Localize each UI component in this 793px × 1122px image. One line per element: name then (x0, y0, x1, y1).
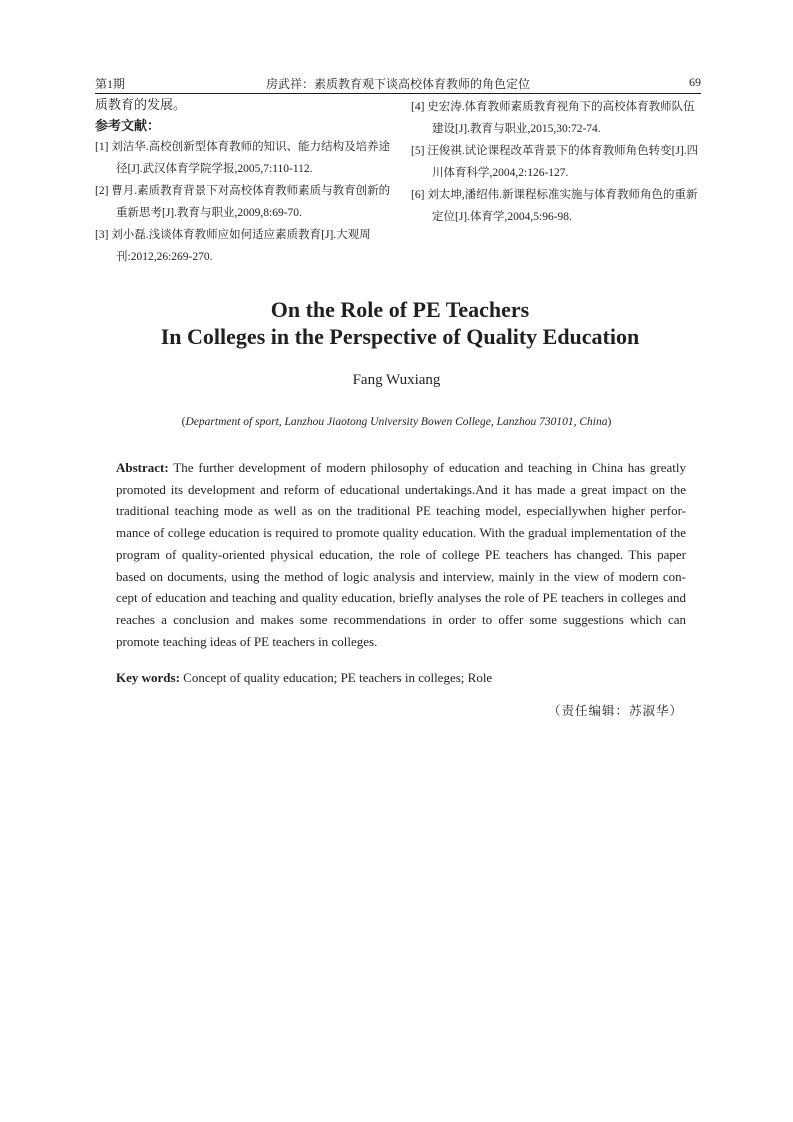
reference-item: [2] 曹月.素质教育背景下对高校体育教师素质与教育创新的重新思考[J].教育与职业,2009,8:69-70. (95, 185, 391, 219)
english-keywords (116, 668, 686, 688)
page-header (95, 73, 701, 94)
affiliation-open-paren: ( (181, 416, 186, 428)
abstract-label: Abstract: (116, 460, 169, 475)
reference-item: [5] 汪俊祺.试论课程改革背景下的体育教师角色转变[J].四川体育科学,2004,2:126-127. (411, 145, 699, 179)
editor-note: （责任编辑：苏淑华） (547, 704, 683, 718)
reference-item: [3] 刘小磊.浅谈体育教师应如何适应素质教育[J].大观周刊:2012,26:269-270. (95, 229, 371, 263)
references-left-column (95, 95, 395, 268)
reference-item: [1] 刘洁华.高校创新型体育教师的知识、能力结构及培养途径[J].武汉体育学院学报,2005,7:110-112. (95, 141, 391, 175)
english-title-line-2: In Colleges in the Perspective of Quality Education (160, 324, 640, 349)
page-number: 69 (689, 75, 701, 89)
keywords-text: Concept of quality education; PE teachers in colleges; Role (183, 670, 493, 685)
references-right-column (411, 96, 706, 228)
english-abstract (116, 457, 686, 652)
reference-item: [6] 刘太坤,潘绍伟.新课程标准实施与体育教师角色的重新定位[J].体育学,2004,5:96-98. (411, 189, 698, 223)
english-title-line-1: On the Role of PE Teachers (270, 297, 530, 322)
keywords-label: Key words: (116, 670, 180, 685)
abstract-text: The further development of modern philosophy of education and teaching in China has greatly promoted its development and reform of educational undertakings.And it has made a great impact on the traditional teaching mode as well as on the traditional PE teaching model, especiallywhen higher perfor- mance of college education is required to promote quality education. With the gradual implementation of the program of quality-oriented physical education, the role of college PE teachers has changed. This paper based on documents, using the method of logic analysis and interview, mainly in the view of modern con- cept of education and teaching and quality education, briefly analyses the role of PE teachers in colleges and reaches a conclusion and makes some recommendations in order to offer some suggestions which can promote teaching ideas of PE teachers in colleges. (116, 460, 686, 649)
reference-item: [4] 史宏涛.体育教师素质教育视角下的高校体育教师队伍建设[J].教育与职业,2015,30:72-74. (411, 101, 695, 135)
lead-text: 质教育的发展。 (95, 97, 187, 112)
affiliation-close-paren: ) (607, 416, 612, 428)
running-title: 房武祥：素质教育观下谈高校体育教师的角色定位 (265, 77, 530, 91)
affiliation-text: Department of sport, Lanzhou Jiaotong University Bowen College, Lanzhou 730101, China (185, 416, 608, 428)
english-affiliation (0, 416, 793, 428)
issue-label: 第1期 (95, 77, 126, 91)
english-author: Fang Wuxiang (352, 372, 441, 388)
english-title (60, 296, 740, 350)
references-heading: 参考文献： (95, 118, 161, 133)
